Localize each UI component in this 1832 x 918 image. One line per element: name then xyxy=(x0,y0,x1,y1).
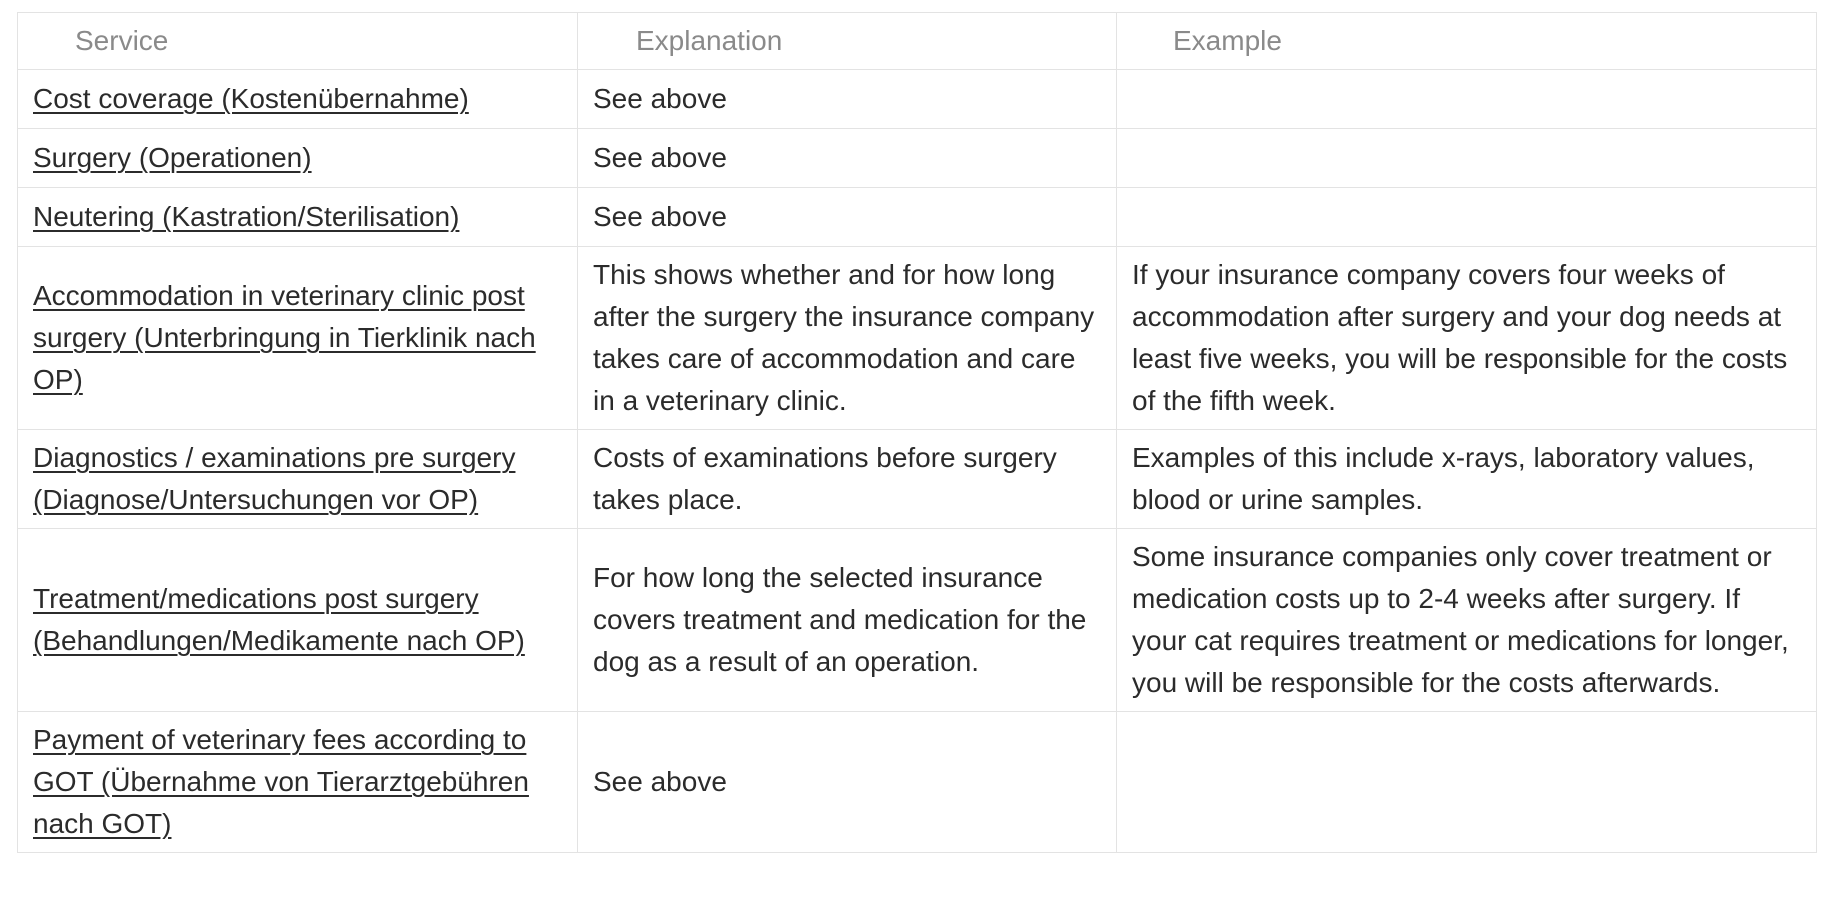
header-explanation: Explanation xyxy=(578,13,1117,70)
explanation-cell: See above xyxy=(578,70,1117,129)
service-link-surgery[interactable]: Surgery (Operationen) xyxy=(33,142,312,173)
table-row xyxy=(18,247,1817,430)
explanation-cell: For how long the selected insurance covers treatment and medication for the dog as a result of an operation. xyxy=(578,529,1117,712)
explanation-cell: Costs of examinations before surgery takes place. xyxy=(578,430,1117,529)
service-link-veterinary-fees[interactable]: Payment of veterinary fees according to GOT (Übernahme von Tierarztgebühren nach GOT) xyxy=(33,724,529,839)
example-cell: If your insurance company covers four weeks of accommodation after surgery and your dog needs at least five weeks, you will be responsible for the costs of the fifth week. xyxy=(1117,247,1817,430)
service-cell xyxy=(18,70,578,129)
service-cell xyxy=(18,529,578,712)
service-link-diagnostics[interactable]: Diagnostics / examinations pre surgery (Diagnose/Untersuchungen vor OP) xyxy=(33,442,516,515)
services-table-container xyxy=(17,12,1816,853)
table-row xyxy=(18,70,1817,129)
explanation-cell: See above xyxy=(578,188,1117,247)
example-cell xyxy=(1117,70,1817,129)
table-body xyxy=(18,70,1817,853)
example-cell: Examples of this include x-rays, laboratory values, blood or urine samples. xyxy=(1117,430,1817,529)
service-cell xyxy=(18,712,578,853)
service-link-neutering[interactable]: Neutering (Kastration/Sterilisation) xyxy=(33,201,460,232)
example-cell xyxy=(1117,188,1817,247)
header-service: Service xyxy=(18,13,578,70)
table-row xyxy=(18,712,1817,853)
services-table xyxy=(17,12,1817,853)
header-example: Example xyxy=(1117,13,1817,70)
explanation-cell: This shows whether and for how long after the surgery the insurance company takes care of accommodation and care in a veterinary clinic. xyxy=(578,247,1117,430)
explanation-cell: See above xyxy=(578,129,1117,188)
service-cell xyxy=(18,188,578,247)
example-cell: Some insurance companies only cover treatment or medication costs up to 2-4 weeks after surgery. If your cat requires treatment or medications for longer, you will be responsible for the costs afterwards. xyxy=(1117,529,1817,712)
header-row xyxy=(18,13,1817,70)
service-cell xyxy=(18,247,578,430)
table-row xyxy=(18,129,1817,188)
example-cell xyxy=(1117,129,1817,188)
explanation-cell: See above xyxy=(578,712,1117,853)
service-cell xyxy=(18,129,578,188)
service-link-cost-coverage[interactable]: Cost coverage (Kostenübernahme) xyxy=(33,83,469,114)
table-row xyxy=(18,430,1817,529)
table-row xyxy=(18,529,1817,712)
service-link-treatment[interactable]: Treatment/medications post surgery (Behandlungen/Medikamente nach OP) xyxy=(33,583,525,656)
service-link-accommodation[interactable]: Accommodation in veterinary clinic post surgery (Unterbringung in Tierklinik nach OP) xyxy=(33,280,536,395)
example-cell xyxy=(1117,712,1817,853)
service-cell xyxy=(18,430,578,529)
table-row xyxy=(18,188,1817,247)
table-header xyxy=(18,13,1817,70)
